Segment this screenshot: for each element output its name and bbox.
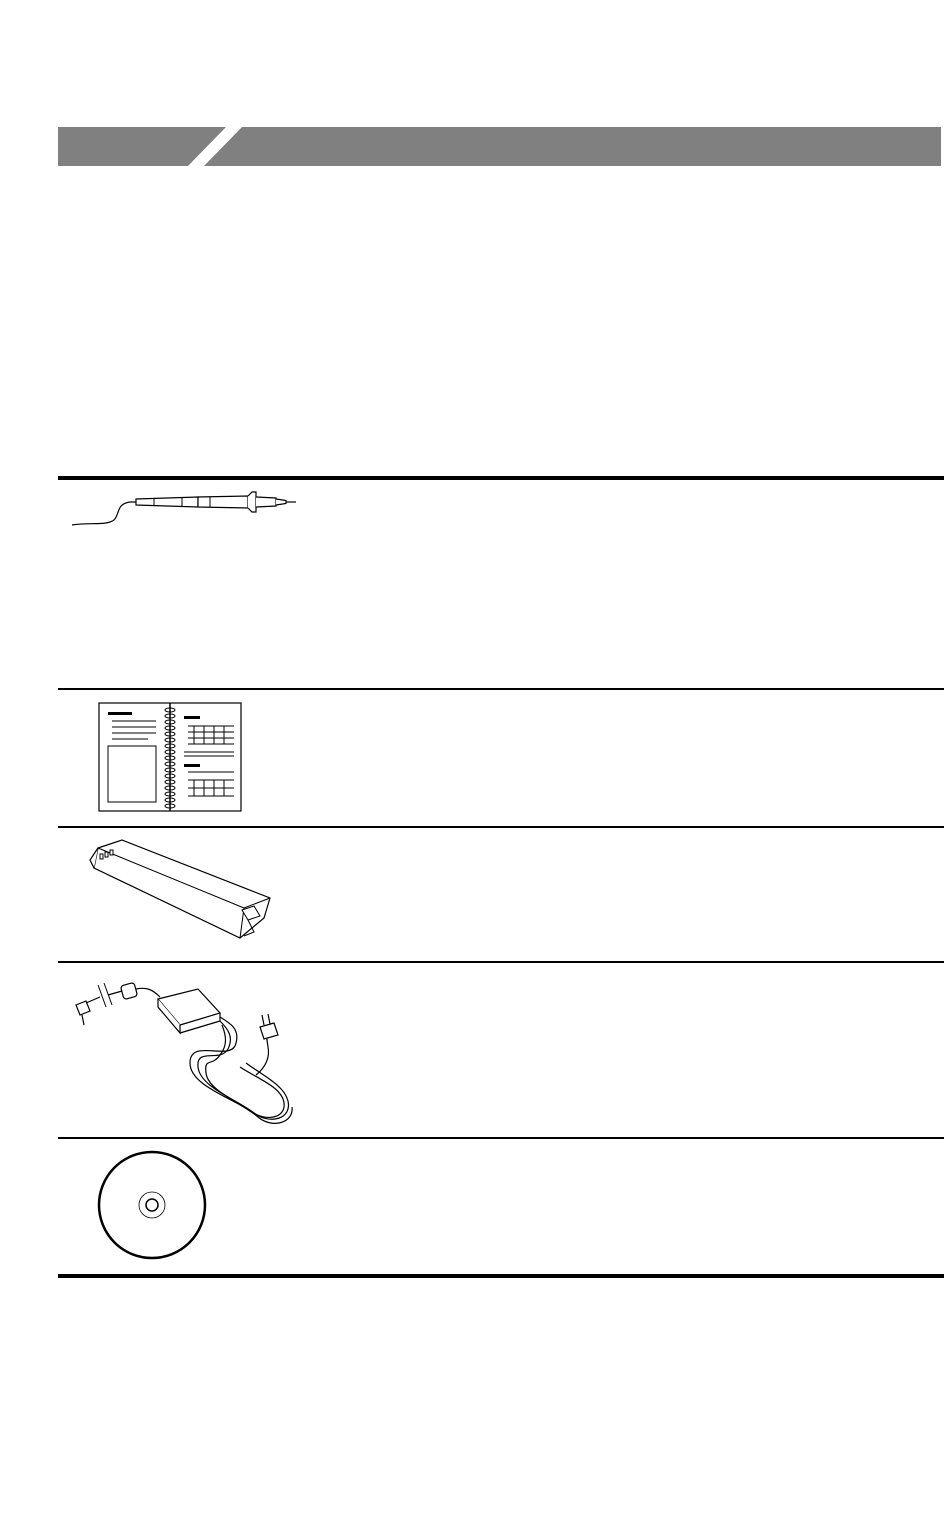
table-row: [58, 828, 944, 961]
cd-rom-icon: [96, 1149, 208, 1261]
manual-icon: [98, 702, 244, 814]
table-row: [58, 480, 944, 688]
table-row: [58, 963, 944, 1137]
table-row: [58, 1139, 944, 1274]
power-adapter-icon: [70, 967, 300, 1133]
accessories-table: [58, 476, 944, 1278]
battery-pack-icon: [84, 836, 274, 956]
table-bottom-rule: [58, 1274, 944, 1278]
probe-icon: [70, 492, 302, 532]
table-row: [58, 690, 944, 826]
section-header-banner: [58, 127, 941, 166]
